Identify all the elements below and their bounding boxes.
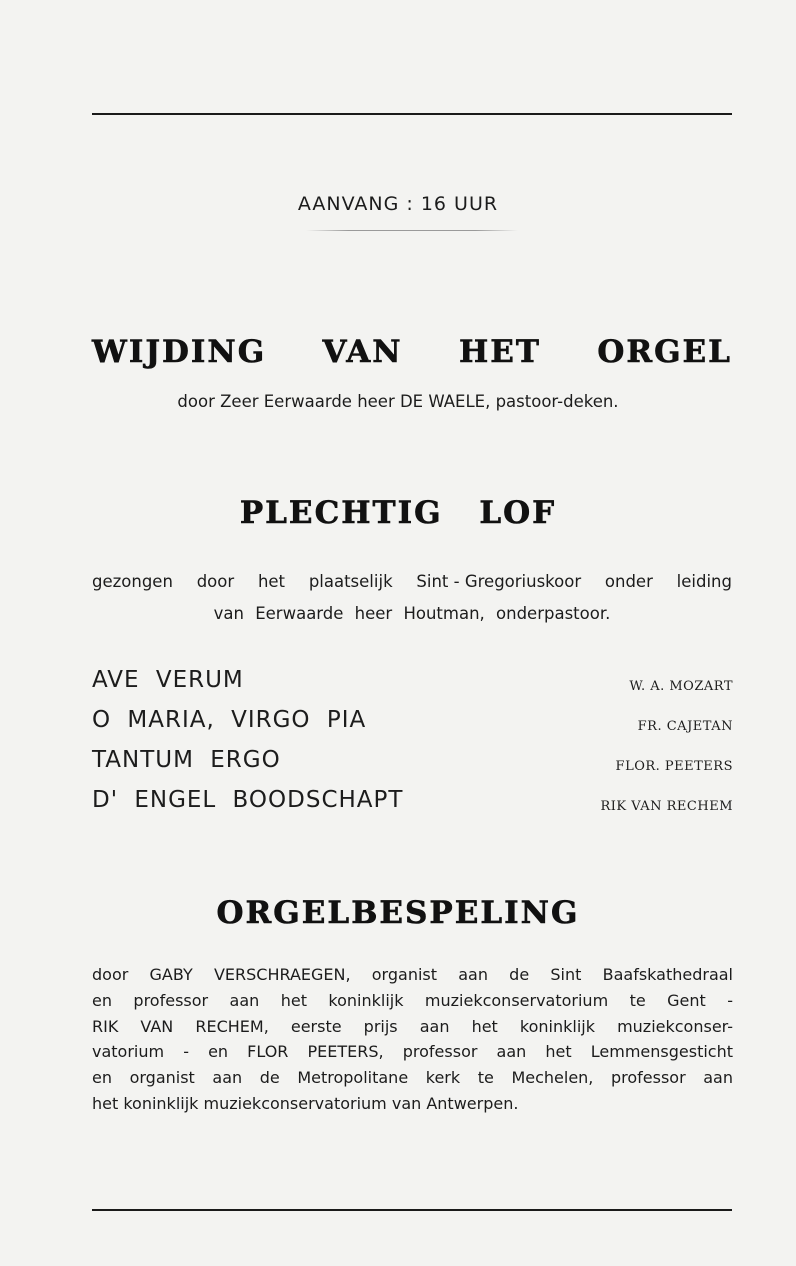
choir-word: het <box>257 572 286 591</box>
program-piece: O MARIA, VIRGO PIA <box>92 707 367 733</box>
program-piece: D' ENGEL BOODSCHAPT <box>92 787 404 813</box>
choir-word: onder <box>604 572 653 591</box>
title-word: ORGEL <box>597 334 732 370</box>
program-composer: FR. CAJETAN <box>637 719 733 734</box>
paragraph-line: het koninklijk muziekconservatorium van Antwerpen. <box>92 1093 519 1113</box>
paragraph-line: en organist aan de Metropolitane kerk te Mechelen, professor aan <box>92 1068 733 1088</box>
paragraph-line: en professor aan het koninklijk muziekconservatorium te Gent - <box>92 990 733 1010</box>
section-title-organ-playing: ORGELBESPELING <box>216 895 580 931</box>
paragraph-line: RIK VAN RECHEM, eerste prijs aan het koninklijk muziekconser- <box>92 1016 733 1036</box>
top-rule <box>92 113 732 115</box>
paragraph-line: vatorium - en FLOR PEETERS, professor aan het Lemmensgesticht <box>92 1042 733 1062</box>
choir-word: gezongen <box>92 572 173 591</box>
paragraph-line: door GABY VERSCHRAEGEN, organist aan de Sint Baafskathedraal <box>92 965 733 984</box>
section-title-solemn-praise: PLECHTIG LOF <box>239 495 557 531</box>
program-composer: FLOR. PEETERS <box>615 759 733 774</box>
start-time: AANVANG : 16 UUR <box>297 193 499 215</box>
choir-word: plaatselijk <box>308 572 393 591</box>
start-time-underline <box>306 230 518 231</box>
choir-word: leiding <box>676 572 732 591</box>
choir-word: Sint - Gregoriuskoor <box>416 572 582 591</box>
program-piece: TANTUM ERGO <box>92 747 281 773</box>
organists-paragraph <box>92 962 733 1117</box>
program-composer: RIK VAN RECHEM <box>600 799 733 814</box>
section-title-organ-blessing <box>92 334 732 370</box>
title-word: HET <box>458 334 541 370</box>
title-word: WIJDING <box>92 334 267 370</box>
bottom-rule <box>92 1209 732 1211</box>
choir-line-1 <box>92 572 732 591</box>
program-piece: AVE VERUM <box>92 667 244 693</box>
choir-word: door <box>196 572 235 591</box>
program-composer: W. A. MOZART <box>629 679 733 694</box>
choir-line-2: van Eerwaarde heer Houtman, onderpastoor. <box>213 604 611 623</box>
blessing-subtitle: door Zeer Eerwaarde heer DE WAELE, pastoor-deken. <box>177 392 619 411</box>
title-word: VAN <box>322 334 403 370</box>
